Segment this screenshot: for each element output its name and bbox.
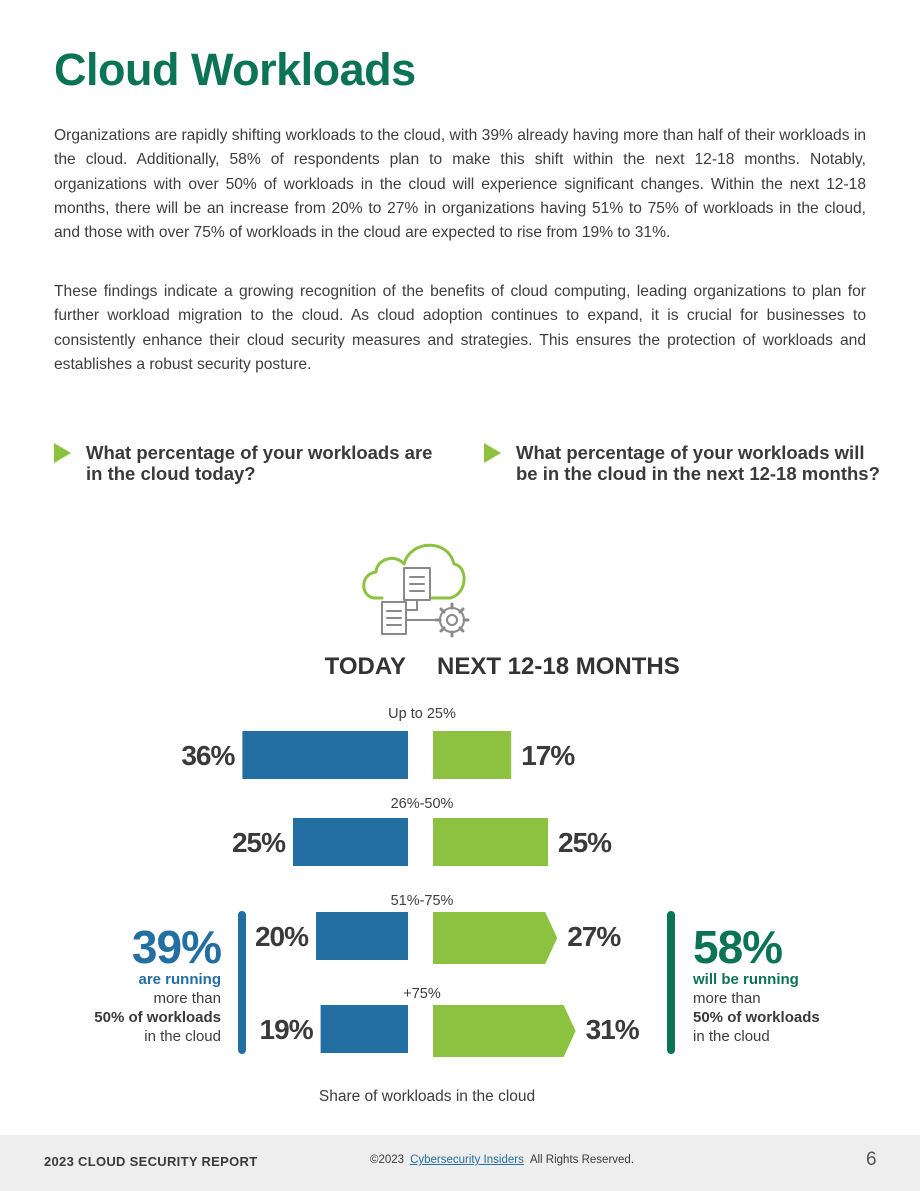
- bar-today-label: 19%: [259, 1014, 313, 1045]
- findings-paragraph: These findings indicate a growing recognition of the benefits of cloud computing, leading organizations to plan for further workload migration to the cloud. As cloud adoption continues to expand, it is crucial for businesses to consistently enhance their cloud security measures and strategies. This ensures the protection of workloads and establishes a robust security posture.: [54, 283, 866, 373]
- bar-next: [433, 818, 548, 866]
- legend-today: TODAY: [324, 653, 406, 680]
- category-label: Up to 25%: [388, 706, 456, 722]
- callout-next-value: 58%: [693, 921, 783, 973]
- callout-today-value: 39%: [131, 921, 221, 973]
- legend-next: NEXT 12-18 MONTHS: [437, 653, 680, 680]
- bar-next: [433, 912, 557, 964]
- right-bracket-bar: [667, 911, 675, 1054]
- callout-next: [693, 921, 820, 1046]
- copyright-year: ©2023: [370, 1154, 405, 1166]
- callout-today-line1: are running: [138, 971, 221, 988]
- publisher-link[interactable]: Cybersecurity Insiders: [410, 1154, 524, 1166]
- report-name: 2023 CLOUD SECURITY REPORT: [44, 1154, 258, 1169]
- callout-today-line2: more than: [153, 990, 221, 1007]
- question-next-text: What percentage of your workloads will be in the cloud in the next 12-18 months?: [516, 442, 880, 484]
- play-triangle-icon: [54, 443, 71, 463]
- play-triangle-icon: [484, 443, 501, 463]
- bar-next-label: 31%: [585, 1014, 639, 1045]
- bar-today: [321, 1005, 408, 1053]
- bar-today-label: 36%: [181, 740, 235, 771]
- bar-today-label: 20%: [254, 921, 308, 952]
- x-axis-label: Share of workloads in the cloud: [318, 1088, 536, 1105]
- callout-today-line3: 50% of workloads: [94, 1009, 221, 1026]
- bar-today-label: 25%: [231, 827, 285, 858]
- question-next: [484, 442, 884, 484]
- callout-next-line1: will be running: [693, 971, 799, 988]
- bar-next: [433, 731, 511, 779]
- category-label: 26%-50%: [390, 796, 454, 812]
- callout-next-line2: more than: [693, 990, 761, 1007]
- page-number: 6: [866, 1149, 877, 1170]
- callout-today-line4: in the cloud: [144, 1028, 221, 1045]
- bar-next-label: 25%: [558, 827, 612, 858]
- page-footer: [0, 1135, 920, 1191]
- bar-next-label: 17%: [521, 740, 575, 771]
- callout-next-line3: 50% of workloads: [693, 1009, 820, 1026]
- copyright: [370, 1154, 634, 1166]
- bar-next-label: 27%: [567, 921, 621, 952]
- intro-paragraph: Organizations are rapidly shifting workloads to the cloud, with 39% already having more than half of their workloads in the cloud. Additionally, 58% of respondents plan to make this shift within the next 12-18 months. Notably, organizations with over 50% of workloads in the cloud will experience significant changes. Within the next 12-18 months, there will be an increase from 20% to 27% in organizations having 51% to 75% of workloads in the cloud, and those with over 75% of workloads in the cloud are expected to rise from 19% to 31%.: [54, 127, 866, 242]
- left-bracket-bar: [238, 911, 246, 1054]
- bar-today: [316, 912, 408, 960]
- bar-today: [242, 731, 408, 779]
- category-label: 51%-75%: [390, 893, 454, 909]
- callout-next-line4: in the cloud: [693, 1028, 770, 1045]
- category-label: +75%: [403, 986, 441, 1002]
- bar-today: [293, 818, 408, 866]
- page-title: Cloud Workloads: [54, 44, 416, 95]
- callout-today: [94, 921, 221, 1046]
- bar-next: [433, 1005, 576, 1057]
- question-today: [54, 442, 454, 484]
- cloud-documents-gear-icon: [364, 545, 468, 636]
- rights-text: All Rights Reserved.: [529, 1154, 635, 1166]
- question-today-text: What percentage of your workloads are in the cloud today?: [86, 442, 433, 484]
